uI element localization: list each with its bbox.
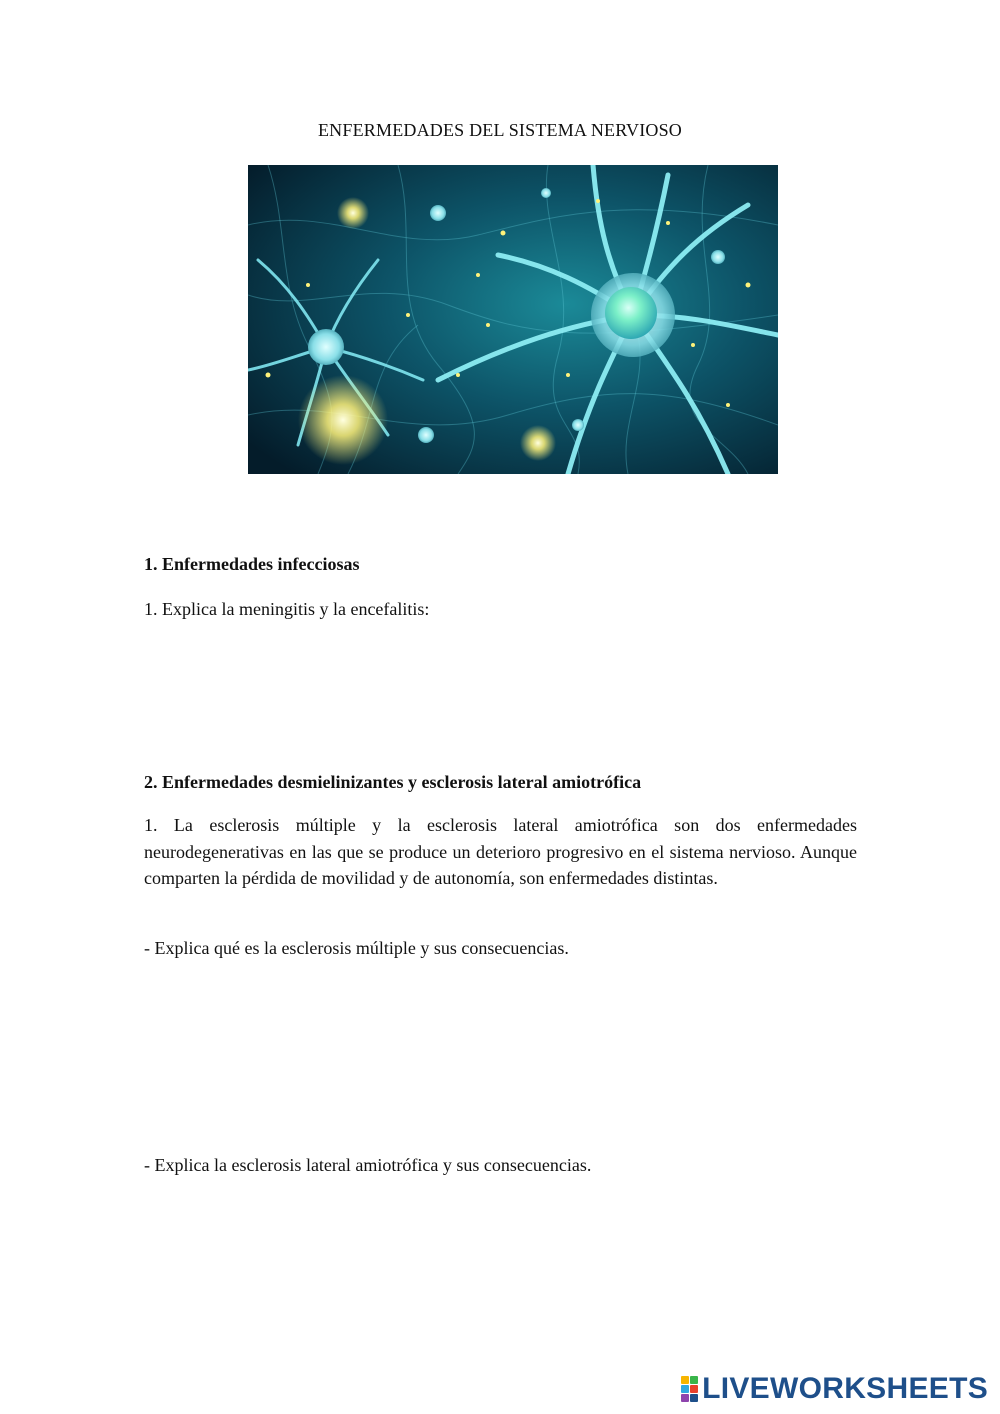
answer-area-esclerosis-multiple[interactable] [144, 970, 857, 1150]
intro-paragraph: 1. La esclerosis múltiple y la esclerosis lateral amiotrófica son dos enfermedades neurodegenerativas en las que se produce un deterioro progresivo en el sistema nervioso. Aunque comparten la pérdida de movilidad y de autonomía, son enfermedades distintas. [144, 815, 857, 889]
question-esclerosis-multiple: - Explica qué es la esclerosis múltiple y sus consecuencias. [144, 938, 569, 958]
section-heading-desmielinizantes: 2. Enfermedades desmielinizantes y esclerosis lateral amiotrófica [144, 772, 642, 792]
liveworksheets-brand: LIVEWORKSHEETS [702, 1372, 988, 1405]
liveworksheets-logo [681, 1372, 988, 1406]
question-meningitis: 1. Explica la meningitis y la encefalitis: [144, 599, 430, 619]
answer-area-ela[interactable] [144, 1188, 857, 1358]
question-ela: - Explica la esclerosis lateral amiotrófica y sus consecuencias. [144, 1155, 592, 1175]
liveworksheets-logo-icon [681, 1376, 698, 1402]
page-title: ENFERMEDADES DEL SISTEMA NERVIOSO [317, 120, 682, 140]
neurons-image [248, 165, 778, 474]
answer-area-meningitis[interactable] [144, 630, 857, 750]
section-heading-infecciosas: 1. Enfermedades infecciosas [144, 554, 360, 574]
